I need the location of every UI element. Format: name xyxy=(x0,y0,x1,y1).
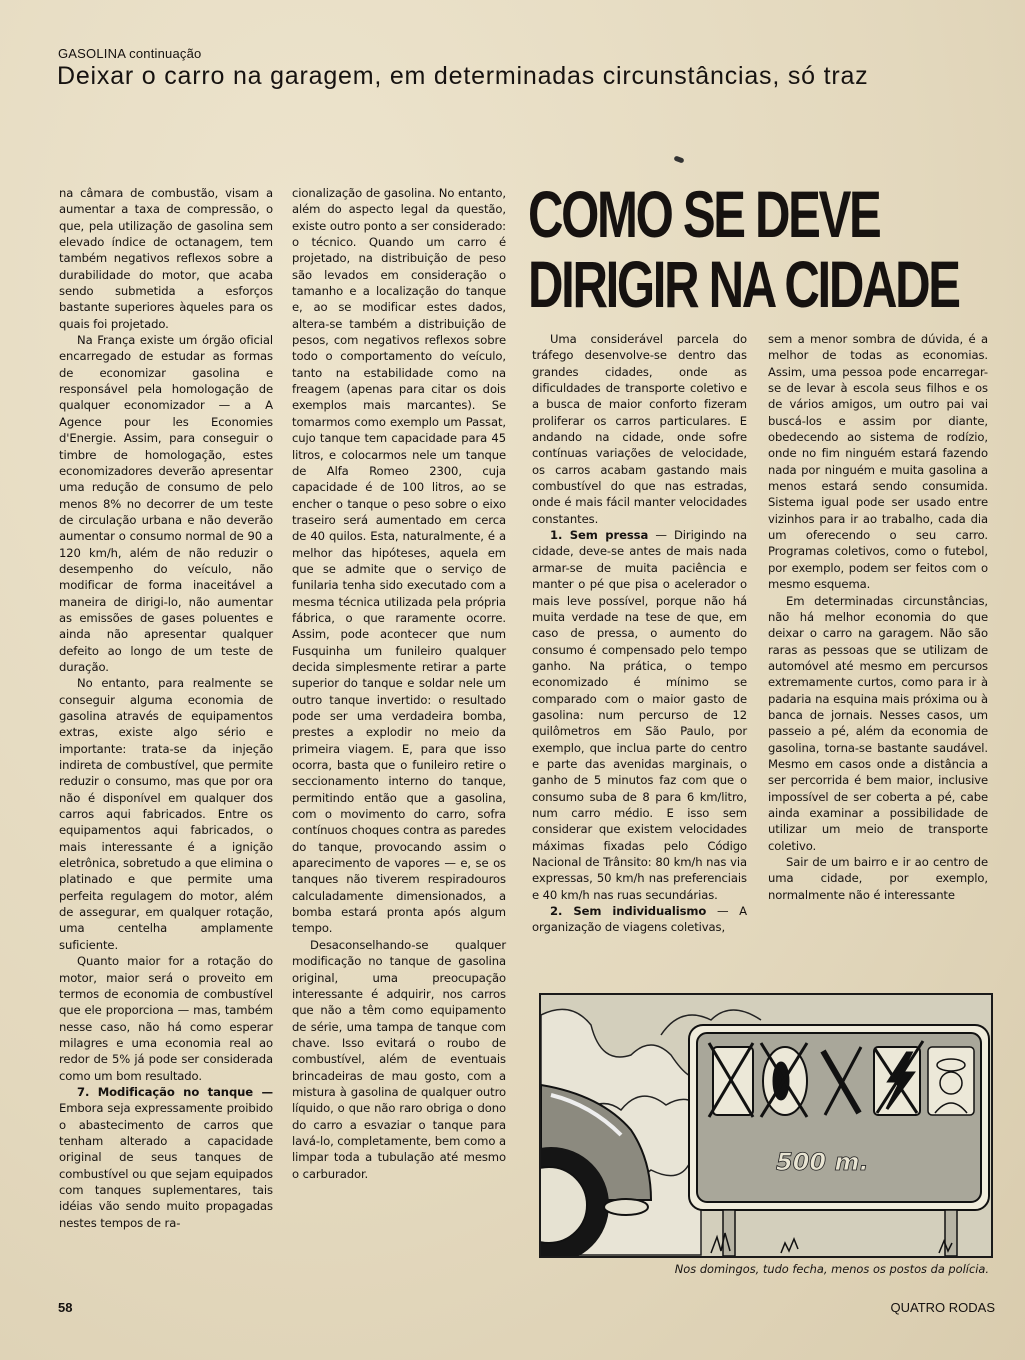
paragraph xyxy=(532,527,747,903)
sign-distance: 500 m. xyxy=(776,1148,869,1176)
article-column-3 xyxy=(532,331,747,936)
paragraph: sem a menor sombra de dúvida, é a melhor de todas as economias. Assim, uma pessoa pode encarregar-se de levar à escola seus filhos e os de vários amigos, um outro pai vai buscá-los e assim por diante, obedecendo ao sistema de rodízio, onde no fim ninguém estará fazendo nada por ninguém e muita gasolina a menos estará sendo consumida. Sistema igual pode ser usado entre vizinhos para ir ao trabalho, cada dia um oferecendo o seu carro. Programas coletivos, como o futebol, por exemplo, podem ser feitos com o mesmo esquema. xyxy=(768,332,988,592)
paragraph-text: Embora seja expressamente proibido o abastecimento de carros que tenham alterado a capacidade original de seus tanques de combustível ou que sejam equipados com tanques suplementares, tais idéias vão sendo muito propagadas nestes tempos de ra- xyxy=(59,1101,273,1230)
paragraph xyxy=(59,1084,273,1231)
paragraph: Sair de um bairro e ir ao centro de uma cidade, por exemplo, normalmente não é interessante xyxy=(768,855,988,902)
page-number: 58 xyxy=(58,1300,73,1315)
article-column-4 xyxy=(768,331,988,903)
paragraph-text: — Dirigindo na cidade, deve-se antes de mais nada armar-se de muita paciência e manter o pé que pisa o acelerador o mais leve possível, porque não há muita verdade na tese de que, em caso de pressa, o aumento do consumo é compensado pelo tempo ganho. Na prática, o tempo economizado é mínimo se comparado com o maior gasto de gasolina: num percurso de 12 quilômetros em São Paulo, por exemplo, que inclua parte do centro e parte das avenidas marginais, o ganho de 5 minutos faz com que o consumo suba de 8 para 6 km/litro, num carro médio. E isso sem considerar que existem velocidades máximas fixadas pelo Código Nacional de Trânsito: 80 km/h nas via expressas, 50 km/h nas preferenciais e 40 km/h nas ruas secundárias. xyxy=(532,528,748,902)
paragraph: Quanto maior for a rotação do motor, maior será o proveito em termos de economia de combustível que ele proporciona — mas, também nesse caso, não há como esperar milagres e uma economia real ao redor de 5% já pode ser considerada como um bom resultado. xyxy=(59,954,273,1083)
cartoon-illustration xyxy=(539,993,993,1258)
section-suffix: continuação xyxy=(129,46,202,61)
paragraph: No entanto, para realmente se conseguir alguma economia de gasolina através de equipamentos extras, existe algo sério e importante: trata-se da injeção indireta de combustível, que permite reduzir o consumo, mas que por ora não é disponível em qualquer dos carros aqui fabricados. Entre os equipamentos aqui fabricados, o mais interessante é a ignição eletrônica, sobretudo a que elimina o platinado e que permite uma perfeita regulagem do motor, além de assegurar, em qualquer rotação, uma centelha amplamente suficiente. xyxy=(59,676,273,952)
print-speck xyxy=(673,155,684,163)
sidebar-title-line-1: COMO SE DEVE xyxy=(528,178,880,252)
subheading: 2. Sem individualismo xyxy=(550,904,707,919)
section-kicker xyxy=(58,46,201,61)
section-name: GASOLINA xyxy=(58,46,126,61)
paragraph xyxy=(532,903,747,936)
sidebar-title xyxy=(528,178,959,322)
paragraph: Uma considerável parcela do tráfego desenvolve-se dentro das grandes cidades, onde as dificuldades de transporte coletivo e a busca de maior conforto fizeram proliferar os carros particulares. E andando na cidade, onde sofre contínuas variações de velocidade, os carros acabam gastando mais combustível do que nas estradas, onde é mais fácil manter velocidades constantes. xyxy=(532,332,747,526)
police-officer-icon xyxy=(928,1047,974,1115)
article-column-2 xyxy=(292,185,506,1182)
electric-crossed-icon xyxy=(874,1041,923,1115)
paragraph: Na França existe um órgão oficial encarregado de estudar as formas de economizar gasolina e responsável pela homologação de qualquer economizador — a A Agence pour les Economies d'Energie. Assim, para conseguir o timbre de homologação, estes economizadores deverão apresentar uma redução de consumo de pelo menos 8% no decorrer de um teste de circulação urbana e não deverão aumentar o consumo normal de 90 a 120 km/h, além de não reduzir o desempenho do veículo, não modificar de forma inaceitável a maneira de dirigi-lo, não aumentar as emissões de gases poluentes e ainda não apresentar qualquer defeito ao longo de um teste de duração. xyxy=(59,333,273,674)
subheading: 7. Modificação no tanque — xyxy=(77,1084,273,1099)
illustration-caption: Nos domingos, tudo fecha, menos os postos da polícia. xyxy=(674,1262,989,1276)
paragraph: na câmara de combustão, visam a aumentar a taxa de compressão, o que, pela utilização de gasolina sem elevado índice de octanagem, tem também negativos reflexos sobre a durabilidade do motor, que acaba sendo submetida a esforços bastante superiores àqueles para os quais foi projetado. xyxy=(59,186,273,331)
page-headline: Deixar o carro na garagem, em determinadas circunstâncias, só traz xyxy=(57,62,869,90)
road-sign-cartoon xyxy=(541,995,991,1256)
publication-name: QUATRO RODAS xyxy=(890,1300,995,1315)
article-column-1 xyxy=(59,185,273,1231)
gas-pump-crossed-icon xyxy=(709,1043,753,1117)
paragraph: cionalização de gasolina. No entanto, além do aspecto legal da questão, existe outro ponto a ser considerado: o técnico. Quando um carro é projetado, na distribuição de peso são levados em consideração o tamanho e a localização do tanque e, ao se modificar estes dados, altera-se também a distribuição de pesos, com negativos reflexos sobre todo o comportamento do veículo, tanto na estabilidade como na freagem (apenas para citar os dois exemplos mais marcantes). Se tomarmos como exemplo um Passat, cujo tanque tem capacidade para 45 litros, e colocarmos nele um tanque de Alfa Romeo 2300, cuja capacidade é de 100 litros, ao se encher o tanque o peso sobre o eixo traseiro será aumentado em cerca de 40 quilos. Esta, naturalmente, é a melhor das hipóteses, aquela em que se admite que o serviço de funilaria tenha sido executado com a mesma técnica utilizada pela própria fábrica, o que raramente ocorre. Assim, pode acontecer que num Fusquinha um funileiro qualquer decida simplesmente retirar a parte superior do tanque e soldar nele um outro tanque invertido: o resultado pode ser uma verdadeira bomba, prestes a explodir no meio da primeira viagem. E, para que isso ocorra, basta que o funileiro retire o seccionamento interno do tanque, permitindo então que a gasolina, com o movimento do carro, sofra contínuos choques contra as paredes do tanque, provocando assim o aparecimento de vapores — e, se os tanques não tiverem respiradouros calculadamente dimensionados, a bomba estará pronta após algum tempo. xyxy=(292,186,506,936)
paragraph: Em determinadas circunstâncias, não há melhor economia do que deixar o carro na garagem. Não são raras as pessoas que se utilizam de automóvel até mesmo em percursos extremamente curtos, como para ir à padaria na esquina mais próxima ou à banca de jornais. Nesses casos, um passeio a pé, além da economia de gasolina, torna-se bastante saudável. Mesmo em casos onde a distância a ser percorrida é bem maior, inclusive impossível de ser coberta a pé, cabe ainda examinar a possibilidade de utilizar um meio de transporte coletivo. xyxy=(768,593,988,853)
paragraph-text: — A organização de viagens coletivas, xyxy=(532,904,748,935)
tire-crossed-icon xyxy=(761,1043,807,1117)
subheading: 1. Sem pressa xyxy=(550,528,649,543)
paragraph: Desaconselhando-se qualquer modificação no tanque de gasolina original, uma preocupação interessante é adquirir, nos carros que não a têm como equipamento de série, uma tampa de tanque com chave. Isso evitará o roubo de combustível, além de eventuais brincadeiras de mau gosto, com a mistura à gasolina de qualquer outro líquido, o que não raro obriga o dono do carro a esvaziar o tanque para lavá-lo, completamente, bem como a limpar toda a tubulação até mesmo o carburador. xyxy=(292,937,506,1181)
sidebar-title-line-2: DIRIGIR NA CIDADE xyxy=(528,248,959,322)
